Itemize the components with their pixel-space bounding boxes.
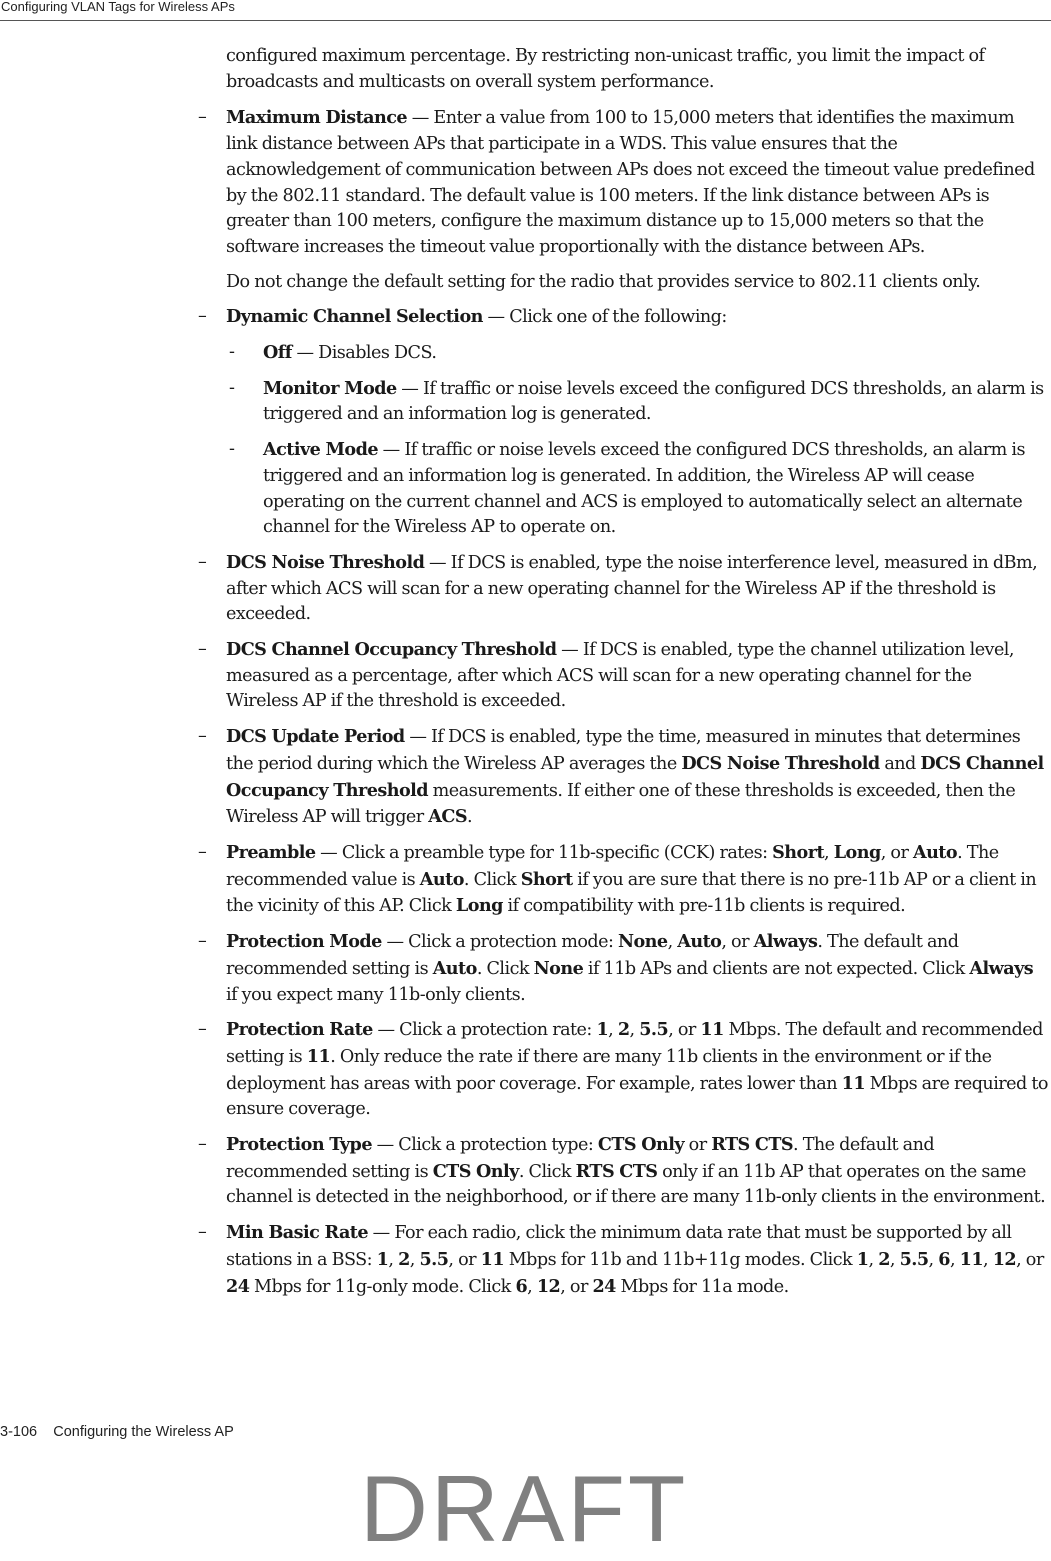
page-number: 3-106 <box>0 1424 38 1440</box>
page-footer <box>0 1424 234 1440</box>
header-title: Configuring VLAN Tags for Wireless APs <box>1 0 235 14</box>
list-item-protection-mode: – Protection Mode — Click a protection mode: None, Auto, or Always. The default and recommended setting is Auto. Click None if 11b APs and clients are not expected. Click Always if you expect many 11b-only clients. <box>198 931 1034 1005</box>
hyphen-bullet: - <box>229 439 235 460</box>
sub-item-active-mode: - Active Mode — If traffic or noise levels exceed the configured DCS thresholds, an alarm is triggered and an information log is generated. In addition, the Wireless AP will cease operating on the current channel and ACS is employed to automatically select an alternate channel for the Wireless AP to operate on. <box>229 439 1025 538</box>
list-item-dcs-update-period: – DCS Update Period — If DCS is enabled, type the time, measured in minutes that determines the period during which the Wireless AP averages the DCS Noise Threshold and DCS Channel Occupancy Threshold measurements. If either one of these thresholds is exceeded, then the Wireless AP will trigger ACS. <box>198 726 1044 828</box>
dash-bullet: – <box>198 1019 207 1040</box>
hyphen-bullet: - <box>229 377 235 398</box>
dash-bullet: – <box>198 1222 207 1243</box>
dash-bullet: – <box>198 1134 207 1155</box>
draft-watermark: DRAFT <box>360 1456 689 1561</box>
list-item-dcs-channel-occupancy: – DCS Channel Occupancy Threshold — If DCS is enabled, type the channel utilization level, measured as a percentage, after which ACS will scan for a new operating channel for the Wireless AP if the threshold is exceeded. <box>198 639 1014 712</box>
list-item-protection-rate: – Protection Rate — Click a protection rate: 1, 2, 5.5, or 11 Mbps. The default and recommended setting is 11. Only reduce the rate if there are many 11b clients in the environment or if the deployment has areas with poor coverage. For example, rates lower than 11 Mbps are required to ensure coverage. <box>198 1019 1048 1120</box>
list-item-preamble: – Preamble — Click a preamble type for 11b-specific (CCK) rates: Short, Long, or Auto. The recommended value is Auto. Click Short if you are sure that there is no pre-11b AP or a client in the vicinity of this AP. Click Long if compatibility with pre-11b clients is required. <box>198 841 1037 917</box>
note-paragraph: Do not change the default setting for the radio that provides service to 802.11 clients only. <box>226 271 981 292</box>
document-body <box>198 44 1048 1300</box>
dash-bullet: – <box>198 841 207 862</box>
sub-item-off: - Off — Disables DCS. <box>226 340 1048 367</box>
hyphen-bullet: - <box>229 342 235 363</box>
footer-section: Configuring the Wireless AP <box>53 1424 234 1440</box>
list-item-min-basic-rate: – Min Basic Rate — For each radio, click the minimum data rate that must be supported by all stations in a BSS: 1, 2, 5.5, or 11 Mbps for 11b and 11b+11g modes. Click 1, 2, 5.5, 6, 11, 12, or 24 Mbps for 11g-only mode. Click 6, 12, or 24 Mbps for 11a mode. <box>198 1222 1044 1297</box>
dash-bullet: – <box>198 639 207 660</box>
running-header <box>0 0 1051 21</box>
dash-bullet: – <box>198 931 207 952</box>
list-item-protection-type: – Protection Type — Click a protection type: CTS Only or RTS CTS. The default and recommended setting is CTS Only. Click RTS CTS only if an 11b AP that operates on the same channel is detected in the neighborhood, or if there are many 11b-only clients in the environment. <box>198 1134 1046 1208</box>
list-item-dcs-noise-threshold: – DCS Noise Threshold — If DCS is enabled, type the noise interference level, measured in dBm, after which ACS will scan for a new operating channel for the Wireless AP if the threshold is exceeded. <box>198 551 1038 625</box>
dash-bullet: – <box>198 107 207 128</box>
dash-bullet: – <box>198 726 207 747</box>
dash-bullet: – <box>198 306 207 327</box>
list-item-maximum-distance: – Maximum Distance — Enter a value from 100 to 15,000 meters that identifies the maximum link distance between APs that participate in a WDS. This value ensures that the acknowledgement of communication between APs does not exceed the timeout value predefined by the 802.11 standard. The default value is 100 meters. If the link distance between APs is greater than 100 meters, configure the maximum distance up to 15,000 meters so that the software increases the timeout value proportionally with the distance between APs. Do not change the default setting for the radio that provides service to 802.11 clients only. <box>226 105 1048 295</box>
dash-bullet: – <box>198 551 207 572</box>
sub-item-monitor-mode: - Monitor Mode — If traffic or noise levels exceed the configured DCS thresholds, an alarm is triggered and an information log is generated. <box>229 377 1044 425</box>
list-item-dynamic-channel-selection: – Dynamic Channel Selection — Click one of the following: - Off — Disables DCS. - Monitor Mode — If traffic or noise levels exceed the configured DCS thresholds, an alarm is triggered and an information log is generated. - Active Mode — If traffic or noise levels exceed the configured DCS thresholds, an alarm is triggered and an information log is generated. In addition, the Wireless AP will cease operating on the current channel and ACS is employed to automatically select an alternate channel for the Wireless AP to operate on. <box>226 304 1048 541</box>
intro-paragraph: configured maximum percentage. By restricting non-unicast traffic, you limit the impact of broadcasts and multicasts on overall system performance. <box>226 46 985 92</box>
